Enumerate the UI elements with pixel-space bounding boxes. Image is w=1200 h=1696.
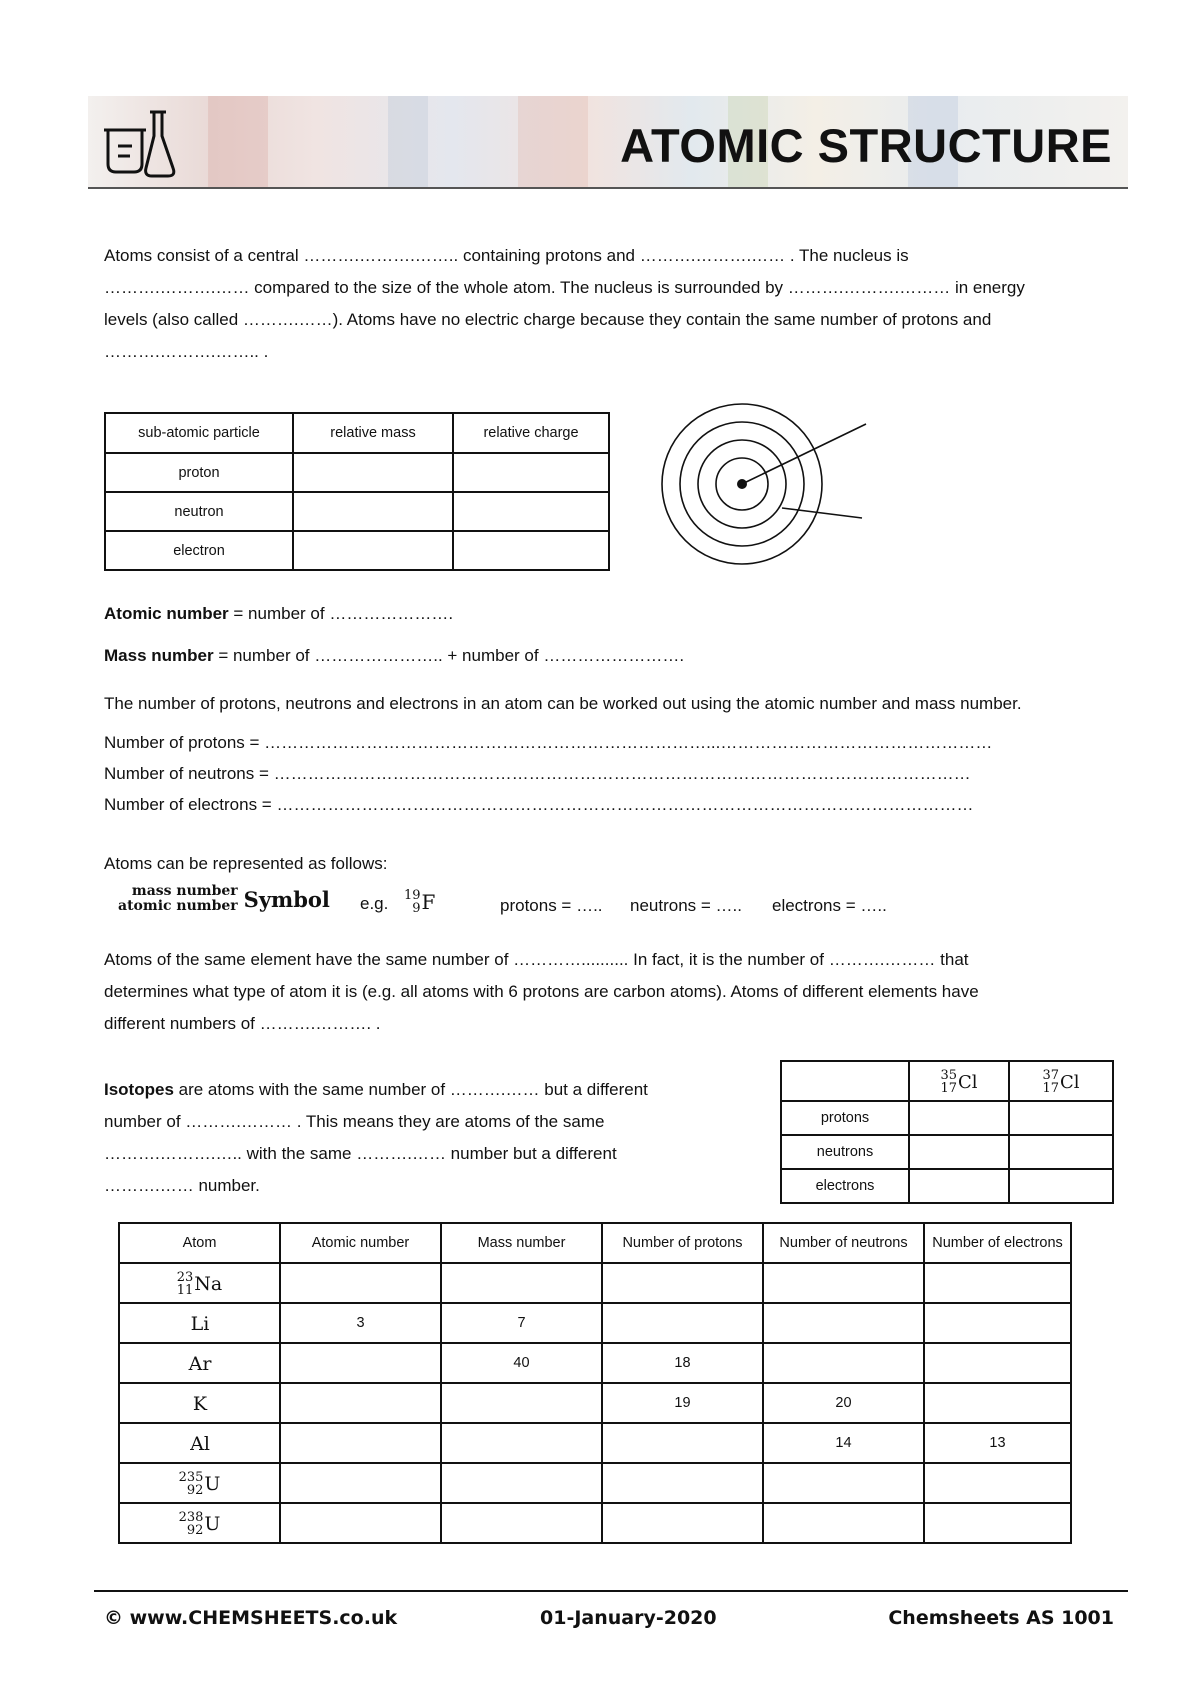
atom-table-header: Atomic number — [280, 1223, 441, 1263]
isotopes-label: Isotopes — [104, 1080, 174, 1099]
footer-rule — [94, 1590, 1128, 1592]
answer-cell[interactable] — [924, 1343, 1071, 1383]
answer-cell[interactable] — [280, 1463, 441, 1503]
answer-cell[interactable] — [280, 1423, 441, 1463]
answer-cell[interactable] — [924, 1263, 1071, 1303]
particle-row-label: electron — [105, 531, 293, 570]
worked-out-text: The number of protons, neutrons and electrons in an atom can be worked out using the atomic number and mass number. — [104, 694, 1022, 713]
atomic-number-rest: = number of …………………. — [228, 604, 454, 623]
chlorine-table — [780, 1060, 1114, 1204]
atom-symbol-cell: 235 92 U — [119, 1463, 280, 1503]
example-symbol: F — [421, 890, 436, 914]
answer-cell[interactable] — [763, 1343, 924, 1383]
example-mass: 19 — [404, 888, 421, 903]
answer-cell[interactable] — [924, 1383, 1071, 1423]
electrons-blank: electrons = ….. — [772, 896, 887, 915]
representation-intro: Atoms can be represented as follows: — [104, 854, 388, 873]
atom-table-header: Mass number — [441, 1223, 602, 1263]
isotopes-line-4: ……….…… number. — [104, 1176, 260, 1195]
answer-cell[interactable]: 13 — [924, 1423, 1071, 1463]
table-row — [119, 1423, 1071, 1463]
mass-number-rest: = number of ………………….. + number of ……………………. — [213, 646, 685, 665]
table-row — [119, 1463, 1071, 1503]
electrons-line: Number of electrons = …………………………………………………………………………………………………………… — [104, 795, 974, 814]
answer-cell[interactable] — [602, 1303, 763, 1343]
answer-cell[interactable] — [453, 492, 609, 531]
answer-cell[interactable]: 20 — [763, 1383, 924, 1423]
footer-website[interactable]: © www.CHEMSHEETS.co.uk — [104, 1607, 398, 1629]
intro-line-4: ……….……….…….. . — [104, 342, 269, 361]
intro-line-2: ……….……….…… compared to the size of the whole atom. The nucleus is surrounded by ……….……….……… in energy — [104, 278, 1025, 297]
answer-cell[interactable]: 3 — [280, 1303, 441, 1343]
protons-line: Number of protons = ……………………………………………………………………...………………………………………… — [104, 733, 993, 752]
lab-glassware-icon — [100, 106, 176, 182]
atom-symbol-cell: Li — [119, 1303, 280, 1343]
answer-cell[interactable] — [280, 1383, 441, 1423]
cl-row-label: electrons — [781, 1169, 909, 1203]
answer-cell[interactable] — [441, 1383, 602, 1423]
mass-number-caption: mass number — [131, 883, 238, 899]
particle-row-label: neutron — [105, 492, 293, 531]
neutrons-line: Number of neutrons = …………………………………………………………………………………………………………… — [104, 764, 971, 783]
answer-cell[interactable]: 14 — [763, 1423, 924, 1463]
charge-header: relative charge — [453, 413, 609, 453]
answer-cell[interactable] — [602, 1503, 763, 1543]
atom-table-header: Number of electrons — [924, 1223, 1071, 1263]
table-row — [119, 1383, 1071, 1423]
header-rule — [88, 187, 1128, 189]
answer-cell[interactable] — [453, 453, 609, 492]
mass-number-definition — [104, 646, 684, 666]
same-element-line-1: Atoms of the same element have the same number of ………….......... In fact, it is the number of ……….……… that — [104, 950, 969, 969]
same-element-line-3: different numbers of ……….………. . — [104, 1014, 381, 1033]
answer-cell[interactable] — [924, 1463, 1071, 1503]
cl35-header: 35 17 Cl — [909, 1061, 1009, 1101]
table-row — [119, 1303, 1071, 1343]
atom-table-header: Number of protons — [602, 1223, 763, 1263]
answer-cell[interactable] — [909, 1169, 1009, 1203]
answer-cell[interactable] — [602, 1463, 763, 1503]
atom-table-header: Number of neutrons — [763, 1223, 924, 1263]
table-row — [119, 1503, 1071, 1543]
mass-header: relative mass — [293, 413, 453, 453]
answer-cell[interactable] — [763, 1503, 924, 1543]
atom-symbol-cell: 23 11 Na — [119, 1263, 280, 1303]
particle-header: sub-atomic particle — [105, 413, 293, 453]
cl-row-label: protons — [781, 1101, 909, 1135]
atomic-number-caption: atomic number — [118, 898, 238, 914]
answer-cell[interactable] — [1009, 1169, 1113, 1203]
answer-cell[interactable] — [1009, 1101, 1113, 1135]
cl-row-label: neutrons — [781, 1135, 909, 1169]
atom-diagram — [656, 400, 876, 570]
answer-cell[interactable] — [280, 1343, 441, 1383]
answer-cell[interactable]: 40 — [441, 1343, 602, 1383]
particle-table — [104, 412, 610, 571]
example-atomic: 9 — [412, 901, 421, 916]
footer-reference: Chemsheets AS 1001 — [888, 1607, 1114, 1629]
cl37-header: 37 17 Cl — [1009, 1061, 1113, 1101]
answer-cell[interactable] — [763, 1263, 924, 1303]
isotopes-line-2: number of ……….……… . This means they are atoms of the same — [104, 1112, 605, 1131]
table-row — [119, 1263, 1071, 1303]
same-element-line-2: determines what type of atom it is (e.g. all atoms with 6 protons are carbon atoms). Atoms of different elements have — [104, 982, 979, 1001]
answer-cell[interactable] — [763, 1303, 924, 1343]
answer-cell[interactable] — [909, 1101, 1009, 1135]
isotopes-paragraph — [104, 1074, 722, 1202]
intro-line-1: Atoms consist of a central ……….……….…….. containing protons and ……….……….…… . The nucleus is — [104, 246, 909, 265]
atomic-number-definition — [104, 604, 453, 624]
answer-cell[interactable]: 18 — [602, 1343, 763, 1383]
mass-number-label: Mass number — [104, 646, 214, 665]
same-element-paragraph — [104, 944, 1120, 1040]
symbol-caption: Symbol — [243, 886, 330, 912]
atom-symbol-cell: K — [119, 1383, 280, 1423]
answer-cell[interactable] — [763, 1463, 924, 1503]
intro-paragraph — [104, 240, 1120, 368]
answer-cell[interactable] — [1009, 1135, 1113, 1169]
answer-cell[interactable] — [293, 531, 453, 570]
protons-blank: protons = ….. — [500, 896, 603, 915]
answer-cell[interactable]: 7 — [441, 1303, 602, 1343]
answer-cell[interactable] — [602, 1423, 763, 1463]
eg-label: e.g. — [360, 894, 389, 913]
atom-table-header: Atom — [119, 1223, 280, 1263]
isotopes-line-3: ……….……….….. with the same ……….…… number but a different — [104, 1144, 617, 1163]
footer-date: 01-January-2020 — [540, 1607, 717, 1629]
particle-row-label: proton — [105, 453, 293, 492]
answer-cell[interactable] — [280, 1263, 441, 1303]
answer-cell[interactable] — [293, 492, 453, 531]
notation-general — [118, 884, 330, 914]
atom-symbol-cell: 238 92 U — [119, 1503, 280, 1543]
atom-symbol-cell: Ar — [119, 1343, 280, 1383]
answer-cell[interactable] — [924, 1503, 1071, 1543]
page-title: ATOMIC STRUCTURE — [620, 119, 1112, 172]
answer-cell[interactable] — [909, 1135, 1009, 1169]
answer-cell[interactable] — [280, 1503, 441, 1543]
answer-cell[interactable] — [441, 1423, 602, 1463]
table-row — [119, 1343, 1071, 1383]
neutrons-blank: neutrons = ….. — [630, 896, 742, 915]
answer-cell[interactable] — [441, 1463, 602, 1503]
atom-symbol-cell: Al — [119, 1423, 280, 1463]
answer-cell[interactable] — [441, 1263, 602, 1303]
answer-cell[interactable]: 19 — [602, 1383, 763, 1423]
isotopes-line-1: are atoms with the same number of ……….…… but a different — [173, 1080, 648, 1099]
answer-cell[interactable] — [293, 453, 453, 492]
answer-cell[interactable] — [602, 1263, 763, 1303]
fluorine-notation — [404, 886, 435, 915]
answer-cell[interactable] — [441, 1503, 602, 1543]
answer-cell[interactable] — [924, 1303, 1071, 1343]
intro-line-3: levels (also called ……….……). Atoms have no electric charge because they contain the same number of protons and — [104, 310, 992, 329]
atomic-number-label: Atomic number — [104, 604, 229, 623]
atom-table — [118, 1222, 1072, 1544]
answer-cell[interactable] — [453, 531, 609, 570]
